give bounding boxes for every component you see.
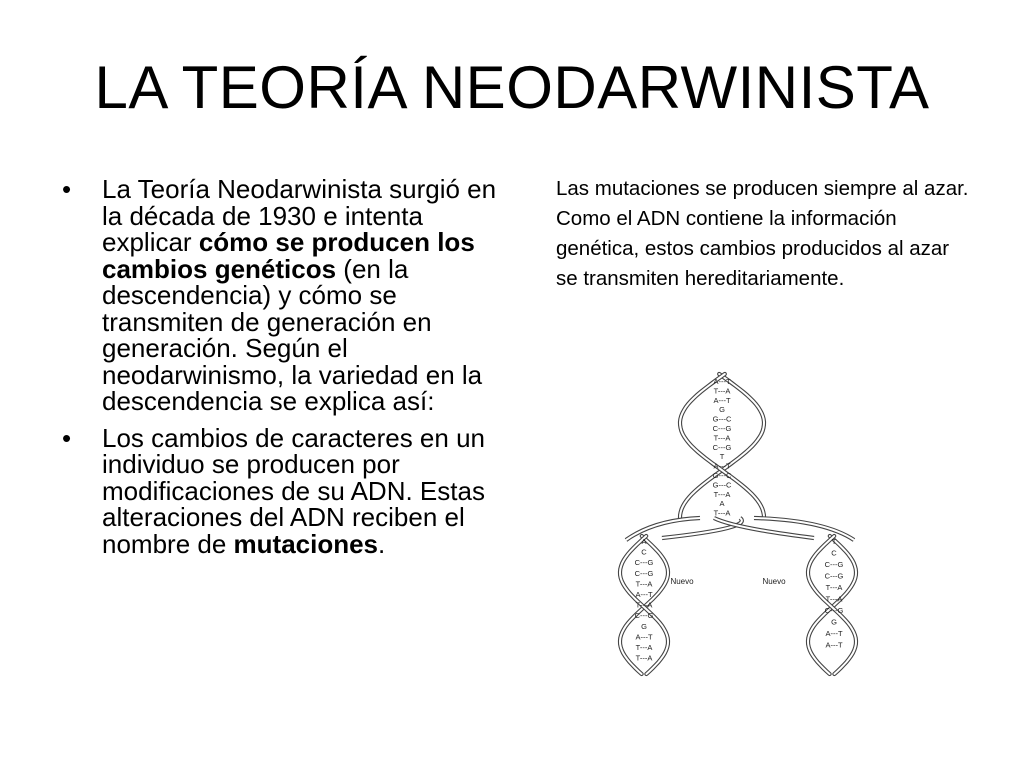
- bullet-item-2: [58, 422, 498, 559]
- left-base-pair-1: C: [641, 547, 647, 557]
- top-base-pair-10: G---C: [712, 471, 732, 480]
- bullet-item-1: [58, 176, 498, 415]
- nuevo-label-right: Nuevo: [762, 577, 786, 586]
- left-base-pair-3: C---G: [634, 568, 654, 578]
- right-base-pair-8: A---T: [825, 629, 843, 638]
- right-base-pair-9: A---T: [825, 640, 843, 650]
- top-base-pair-8: T: [719, 452, 725, 462]
- left-base-pair-10: T---A: [635, 643, 653, 652]
- bullet-1-text-a: La Teoría Neodarwinista surgió en la década de 1930 e intenta explicar: [102, 174, 497, 257]
- bullet-list: [58, 176, 498, 557]
- left-base-pair-8: G: [641, 621, 647, 631]
- left-base-pair-0: A: [641, 537, 647, 546]
- top-base-pair-4: G---C: [712, 414, 732, 424]
- left-base-pair-6: T---A: [635, 600, 653, 610]
- top-base-pair-0: A---T: [713, 377, 731, 386]
- bullet-2-text-bold: mutaciones: [233, 528, 379, 559]
- right-base-pair-4: T---A: [825, 583, 843, 592]
- bullet-icon: •: [62, 174, 72, 204]
- bullet-1-text-bold: cómo se producen los cambios genéticos: [102, 227, 475, 284]
- right-base-pair-2: C---G: [824, 560, 844, 569]
- top-base-pair-2: A---T: [713, 395, 731, 405]
- bullet-1-text-c: (en la descendencia) y cómo se transmiten de generación en generación. Según el neodarwinismo, la variedad en la descendencia se explica así:: [102, 253, 483, 416]
- right-base-pair-0: T: [831, 537, 837, 546]
- right-paragraph-1: Las mutaciones se producen siempre al azar.: [556, 177, 969, 200]
- left-base-pair-2: C---G: [634, 558, 654, 568]
- left-base-pair-5: A---T: [635, 590, 653, 599]
- right-base-pair-3: C---G: [824, 571, 844, 581]
- nuevo-label-left: Nuevo: [670, 577, 694, 586]
- left-base-pair-7: C---G: [634, 611, 654, 621]
- right-base-pair-1: C: [831, 548, 837, 558]
- bullet-2-text-a: Los cambios de caracteres en un individuo se producen por modificaciones de su ADN. Estas alteraciones del ADN reciben el nombre de: [102, 422, 485, 559]
- bullet-icon: •: [62, 422, 72, 453]
- bullet-2-text-c: .: [378, 528, 386, 559]
- slide-title: LA TEORÍA NEODARWINISTA: [94, 54, 930, 121]
- top-base-pair-13: A: [719, 499, 725, 509]
- left-base-pair-4: T---A: [635, 579, 653, 589]
- right-base-pair-6: C---G: [824, 606, 844, 615]
- right-base-pair-7: G: [831, 617, 837, 627]
- dna-replication-diagram: [604, 368, 894, 680]
- top-base-pair-11: G---C: [712, 480, 732, 490]
- left-base-pair-11: T---A: [635, 653, 653, 663]
- right-paragraph-2: Como el ADN contiene la información genética, estos cambios producidos al azar se transmiten hereditariamente.: [556, 207, 950, 290]
- top-base-pair-9: A---T: [713, 461, 731, 471]
- top-base-pair-14: T---A: [713, 508, 731, 518]
- right-base-pair-5: T---A: [825, 594, 843, 604]
- top-base-pair-12: T---A: [713, 489, 731, 499]
- top-base-pair-7: C---G: [712, 442, 732, 452]
- top-base-pair-1: T---A: [713, 386, 731, 396]
- left-base-pair-9: A---T: [635, 632, 653, 642]
- top-base-pair-5: C---G: [712, 424, 732, 433]
- right-text-column: [556, 174, 976, 294]
- left-text-column: [58, 176, 498, 567]
- top-base-pair-6: T---A: [713, 433, 731, 443]
- top-base-pair-3: G: [719, 405, 725, 415]
